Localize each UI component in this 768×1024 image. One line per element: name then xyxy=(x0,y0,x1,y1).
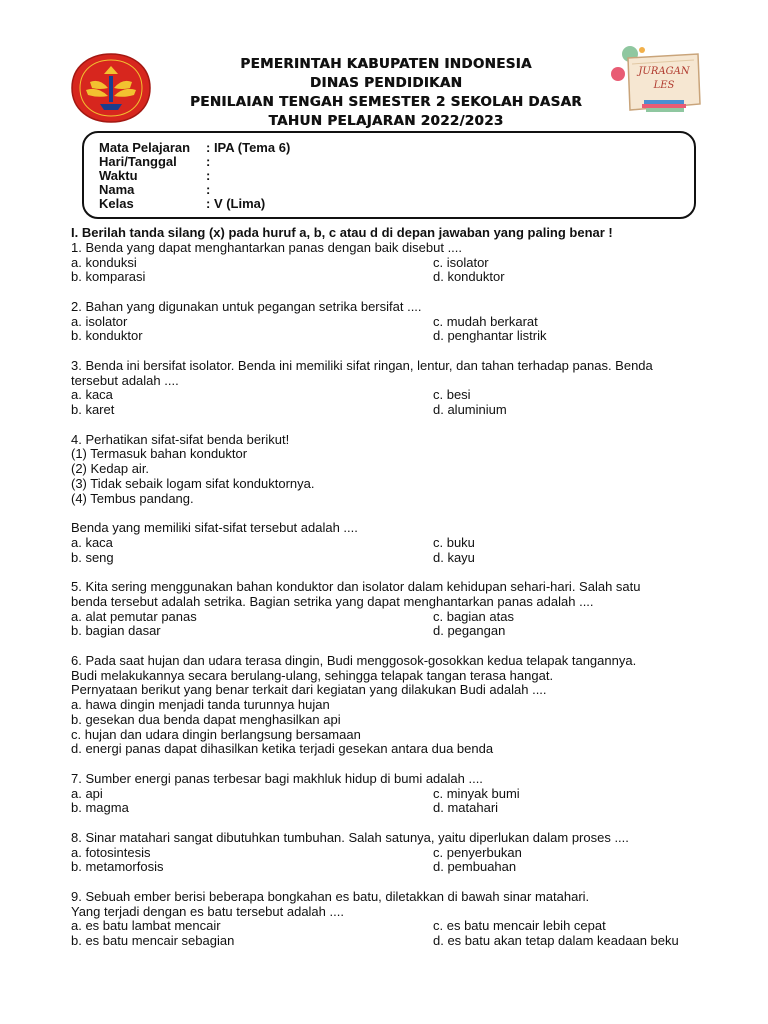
question-2 xyxy=(71,300,711,344)
option-b: b. komparasi xyxy=(71,269,146,285)
question-text: 8. Sinar matahari sangat dibutuhkan tumbuhan. Salah satunya, yaitu diperlukan dalam proses .... xyxy=(71,829,629,845)
option-a: a. hawa dingin menjadi tanda turunnya hujan xyxy=(71,697,330,712)
header-department: DINAS PENDIDIKAN xyxy=(309,75,463,91)
option-d: d. pembuahan xyxy=(433,859,517,875)
question-1 xyxy=(71,241,711,285)
question-4 xyxy=(71,433,711,566)
svg-text:LES: LES xyxy=(653,80,675,91)
question-6 xyxy=(71,654,711,757)
juragan-les-logo-icon xyxy=(606,46,706,118)
option-b: b. karet xyxy=(71,402,115,417)
exam-header xyxy=(150,55,622,131)
option-a: a. isolator xyxy=(71,313,128,329)
question-text: Budi melakukannya secara berulang-ulang, sehingga telapak tangan terasa hangat. xyxy=(71,667,554,683)
question-text: 4. Perhatikan sifat-sifat benda berikut! xyxy=(71,431,290,447)
question-3 xyxy=(71,359,711,418)
option-d: d. es batu akan tetap dalam keadaan beku xyxy=(433,933,679,948)
option-b: b. gesekan dua benda dapat menghasilkan api xyxy=(71,711,341,727)
option-d: d. konduktor xyxy=(433,269,505,285)
option-c: c. penyerbukan xyxy=(433,844,522,860)
question-7 xyxy=(71,772,711,816)
option-d: d. aluminium xyxy=(433,402,507,417)
option-b: b. bagian dasar xyxy=(71,623,161,639)
identity-class: Kelas : V (Lima) xyxy=(99,196,266,211)
statement-3: (3) Tidak sebaik logam sifat konduktornya. xyxy=(71,475,315,491)
header-school-year: TAHUN PELAJARAN 2022/2023 xyxy=(268,113,504,129)
identity-time: Waktu : xyxy=(99,168,211,183)
statement-1: (1) Termasuk bahan konduktor xyxy=(71,446,248,462)
option-a: a. es batu lambat mencair xyxy=(71,918,221,934)
option-c: c. buku xyxy=(433,534,475,550)
option-a: a. konduksi xyxy=(71,254,137,270)
option-d: d. pegangan xyxy=(433,623,506,639)
statement-4: (4) Tembus pandang. xyxy=(71,490,194,506)
option-c: c. mudah berkarat xyxy=(433,313,538,329)
question-text: 9. Sebuah ember berisi beberapa bongkahan es batu, diletakkan di bawah sinar matahari. xyxy=(71,888,590,904)
option-a: a. alat pemutar panas xyxy=(71,608,197,624)
option-a: a. kaca xyxy=(71,534,113,550)
tut-wuri-handayani-logo-icon xyxy=(70,52,152,124)
question-list xyxy=(71,226,711,949)
option-c: c. minyak bumi xyxy=(433,785,520,801)
student-identity-box xyxy=(82,131,696,219)
question-text: 7. Sumber energi panas terbesar bagi makhluk hidup di bumi adalah .... xyxy=(71,770,483,786)
question-text: 6. Pada saat hujan dan udara terasa dingin, Budi menggosok-gosokkan kedua telapak tangannya. xyxy=(71,652,637,668)
statement-2: (2) Kedap air. xyxy=(71,461,150,476)
question-8 xyxy=(71,831,711,875)
header-exam-title: PENILAIAN TENGAH SEMESTER 2 SEKOLAH DASAR xyxy=(189,94,582,110)
option-b: b. es batu mencair sebagian xyxy=(71,933,235,948)
option-c: c. isolator xyxy=(433,254,489,270)
question-text: 1. Benda yang dapat menghantarkan panas dengan baik disebut .... xyxy=(71,239,463,255)
option-c: c. hujan dan udara dingin berlangsung bersamaan xyxy=(71,726,361,742)
question-9 xyxy=(71,890,711,949)
option-d: d. energi panas dapat dihasilkan ketika terjadi gesekan antara dua benda xyxy=(71,741,494,757)
option-b: b. seng xyxy=(71,549,114,565)
question-text: Yang terjadi dengan es batu tersebut adalah .... xyxy=(71,903,344,919)
identity-name: Nama : xyxy=(99,182,211,197)
question-text: benda tersebut adalah setrika. Bagian setrika yang dapat menghantarkan panas adalah .... xyxy=(71,593,594,609)
svg-text:JURAGAN: JURAGAN xyxy=(638,66,690,77)
option-c: c. es batu mencair lebih cepat xyxy=(433,918,606,934)
question-text: 2. Bahan yang digunakan untuk pegangan setrika bersifat .... xyxy=(71,298,422,314)
option-b: b. metamorfosis xyxy=(71,859,164,875)
option-d: d. penghantar listrik xyxy=(433,328,547,344)
question-text: tersebut adalah .... xyxy=(71,372,179,388)
option-c: c. besi xyxy=(433,387,471,403)
header-government: PEMERINTAH KABUPATEN INDONESIA xyxy=(240,56,532,72)
option-b: b. konduktor xyxy=(71,328,143,344)
question-text: Pernyataan berikut yang benar terkait dari kegiatan yang dilakukan Budi adalah .... xyxy=(71,682,547,698)
question-text: 5. Kita sering menggunakan bahan konduktor dan isolator dalam kehidupan sehari-hari. Salah satu xyxy=(71,579,641,594)
option-b: b. magma xyxy=(71,800,129,816)
option-d: d. matahari xyxy=(433,800,499,816)
identity-subject: Mata Pelajaran : IPA (Tema 6) xyxy=(99,140,291,155)
option-d: d. kayu xyxy=(433,549,475,565)
option-a: a. api xyxy=(71,785,103,801)
question-text: 3. Benda ini bersifat isolator. Benda ini memiliki sifat ringan, lentur, dan tahan terhadap panas. Benda xyxy=(71,357,653,373)
question-5 xyxy=(71,580,711,639)
option-c: c. bagian atas xyxy=(433,608,514,624)
instruction: I. Berilah tanda silang (x) pada huruf a, b, c atau d di depan jawaban yang paling benar ! xyxy=(71,225,613,240)
option-a: a. fotosintesis xyxy=(71,844,151,860)
option-a: a. kaca xyxy=(71,387,113,403)
identity-date: Hari/Tanggal : xyxy=(99,154,211,169)
question-text: Benda yang memiliki sifat-sifat tersebut adalah .... xyxy=(71,520,358,535)
